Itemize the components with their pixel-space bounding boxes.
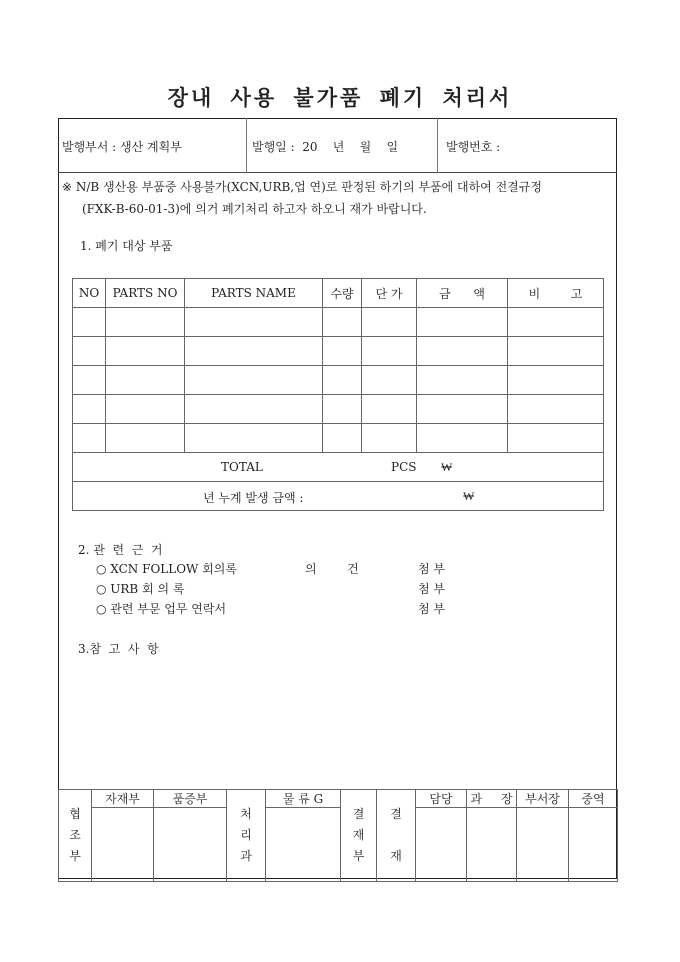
cell[interactable] (362, 308, 417, 337)
reference-item-label: ○ XCN FOLLOW 회의록 (96, 562, 237, 576)
reference-item-label: ○ URB 회 의 록 (96, 582, 185, 596)
cell[interactable] (417, 366, 508, 395)
cell[interactable] (106, 424, 185, 453)
note-line-2: (FXK-B-60-01-3)에 의거 폐기처리 하고자 하오니 재가 바랍니다. (82, 202, 427, 216)
material-dept-label: 자재부 (92, 790, 154, 808)
cell[interactable] (323, 366, 362, 395)
cell[interactable] (73, 424, 106, 453)
quality-dept-label: 품증부 (154, 790, 227, 808)
reference-item-status: 첨 부 (418, 582, 445, 596)
note-line-1: ※ N/B 생산용 부품중 사용불가(XCN,URB,업 연)로 판정된 하기의 부품에 대하여 전결규정 (62, 180, 542, 194)
cell[interactable] (508, 308, 604, 337)
table-row (73, 308, 604, 337)
cell[interactable] (106, 395, 185, 424)
approval-dept-label: 결 재 부 (341, 790, 377, 882)
col-amount: 금 액 (417, 279, 508, 308)
cell[interactable] (185, 337, 323, 366)
cell[interactable] (417, 337, 508, 366)
cell[interactable] (362, 366, 417, 395)
cell[interactable] (508, 395, 604, 424)
col-qty: 수량 (323, 279, 362, 308)
annual-label: 년 누계 발생 금액 : (203, 491, 304, 505)
section2-title: 2. 관 련 근 거 (78, 543, 163, 557)
issue-number: 발행번호 : (446, 140, 501, 154)
section3-title: 3.참 고 사 항 (78, 642, 159, 656)
cell[interactable] (185, 308, 323, 337)
total-won: ₩ (441, 460, 453, 474)
cell[interactable] (323, 308, 362, 337)
approval-table (58, 789, 618, 882)
cell[interactable] (73, 395, 106, 424)
cell[interactable] (73, 366, 106, 395)
cell[interactable] (185, 366, 323, 395)
col-unit-price: 단 가 (362, 279, 417, 308)
signature-row (59, 808, 618, 882)
reference-item-label: ○ 관련 부문 업무 연락서 (96, 602, 227, 616)
staff-signature[interactable] (416, 808, 467, 882)
col-no: NO (73, 279, 106, 308)
cell[interactable] (106, 337, 185, 366)
document-title: 장내 사용 불가품 폐기 처리서 (167, 85, 513, 110)
manager-signature[interactable] (467, 808, 517, 882)
material-signature[interactable] (92, 808, 154, 882)
cell[interactable] (323, 395, 362, 424)
col-parts-name: PARTS NAME (185, 279, 323, 308)
coop-dept-label: 협 조 부 (59, 790, 92, 882)
reference-item-mid: 의 건 (305, 562, 359, 576)
reference-item-status: 첨 부 (418, 562, 445, 576)
executive-label: 중역 (569, 790, 618, 808)
cell[interactable] (508, 337, 604, 366)
cell[interactable] (323, 337, 362, 366)
cell[interactable] (417, 308, 508, 337)
cell[interactable] (106, 308, 185, 337)
cell[interactable] (323, 424, 362, 453)
annual-won: ₩ (463, 489, 475, 503)
approval-label: 결 재 (377, 790, 416, 882)
col-parts-no: PARTS NO (106, 279, 185, 308)
cell[interactable] (362, 337, 417, 366)
cell[interactable] (417, 424, 508, 453)
col-remarks: 비 고 (508, 279, 604, 308)
cell[interactable] (185, 424, 323, 453)
total-pcs: PCS (391, 460, 417, 474)
table-row (73, 366, 604, 395)
cell[interactable] (508, 424, 604, 453)
quality-signature[interactable] (154, 808, 227, 882)
cell[interactable] (106, 366, 185, 395)
processing-dept-label: 처 리 과 (227, 790, 266, 882)
dept-head-label: 부서장 (517, 790, 569, 808)
cell[interactable] (73, 308, 106, 337)
approval-header-row (59, 790, 618, 808)
cell[interactable] (185, 395, 323, 424)
table-row (73, 337, 604, 366)
manager-label: 과 장 (467, 790, 517, 808)
divider (437, 118, 438, 173)
issue-date: 발행일 : 20 년 월 일 (252, 140, 399, 154)
cell[interactable] (508, 366, 604, 395)
total-label: TOTAL (221, 460, 263, 474)
reference-item-status: 첨 부 (418, 602, 445, 616)
table-row (73, 424, 604, 453)
annual-cell (73, 482, 604, 511)
staff-label: 담당 (416, 790, 467, 808)
annual-row (73, 482, 604, 511)
divider (246, 118, 247, 173)
total-row (73, 453, 604, 482)
table-header-row (73, 279, 604, 308)
section1-title: 1. 폐기 대상 부품 (80, 239, 173, 253)
issuing-dept: 발행부서 : 생산 계획부 (62, 140, 182, 154)
cell[interactable] (417, 395, 508, 424)
logistics-label: 물 류 G (266, 790, 341, 808)
dept-head-signature[interactable] (517, 808, 569, 882)
total-cell (73, 453, 604, 482)
executive-signature[interactable] (569, 808, 618, 882)
cell[interactable] (73, 337, 106, 366)
parts-table (72, 278, 604, 511)
table-row (73, 395, 604, 424)
cell[interactable] (362, 395, 417, 424)
logistics-signature[interactable] (266, 808, 341, 882)
cell[interactable] (362, 424, 417, 453)
